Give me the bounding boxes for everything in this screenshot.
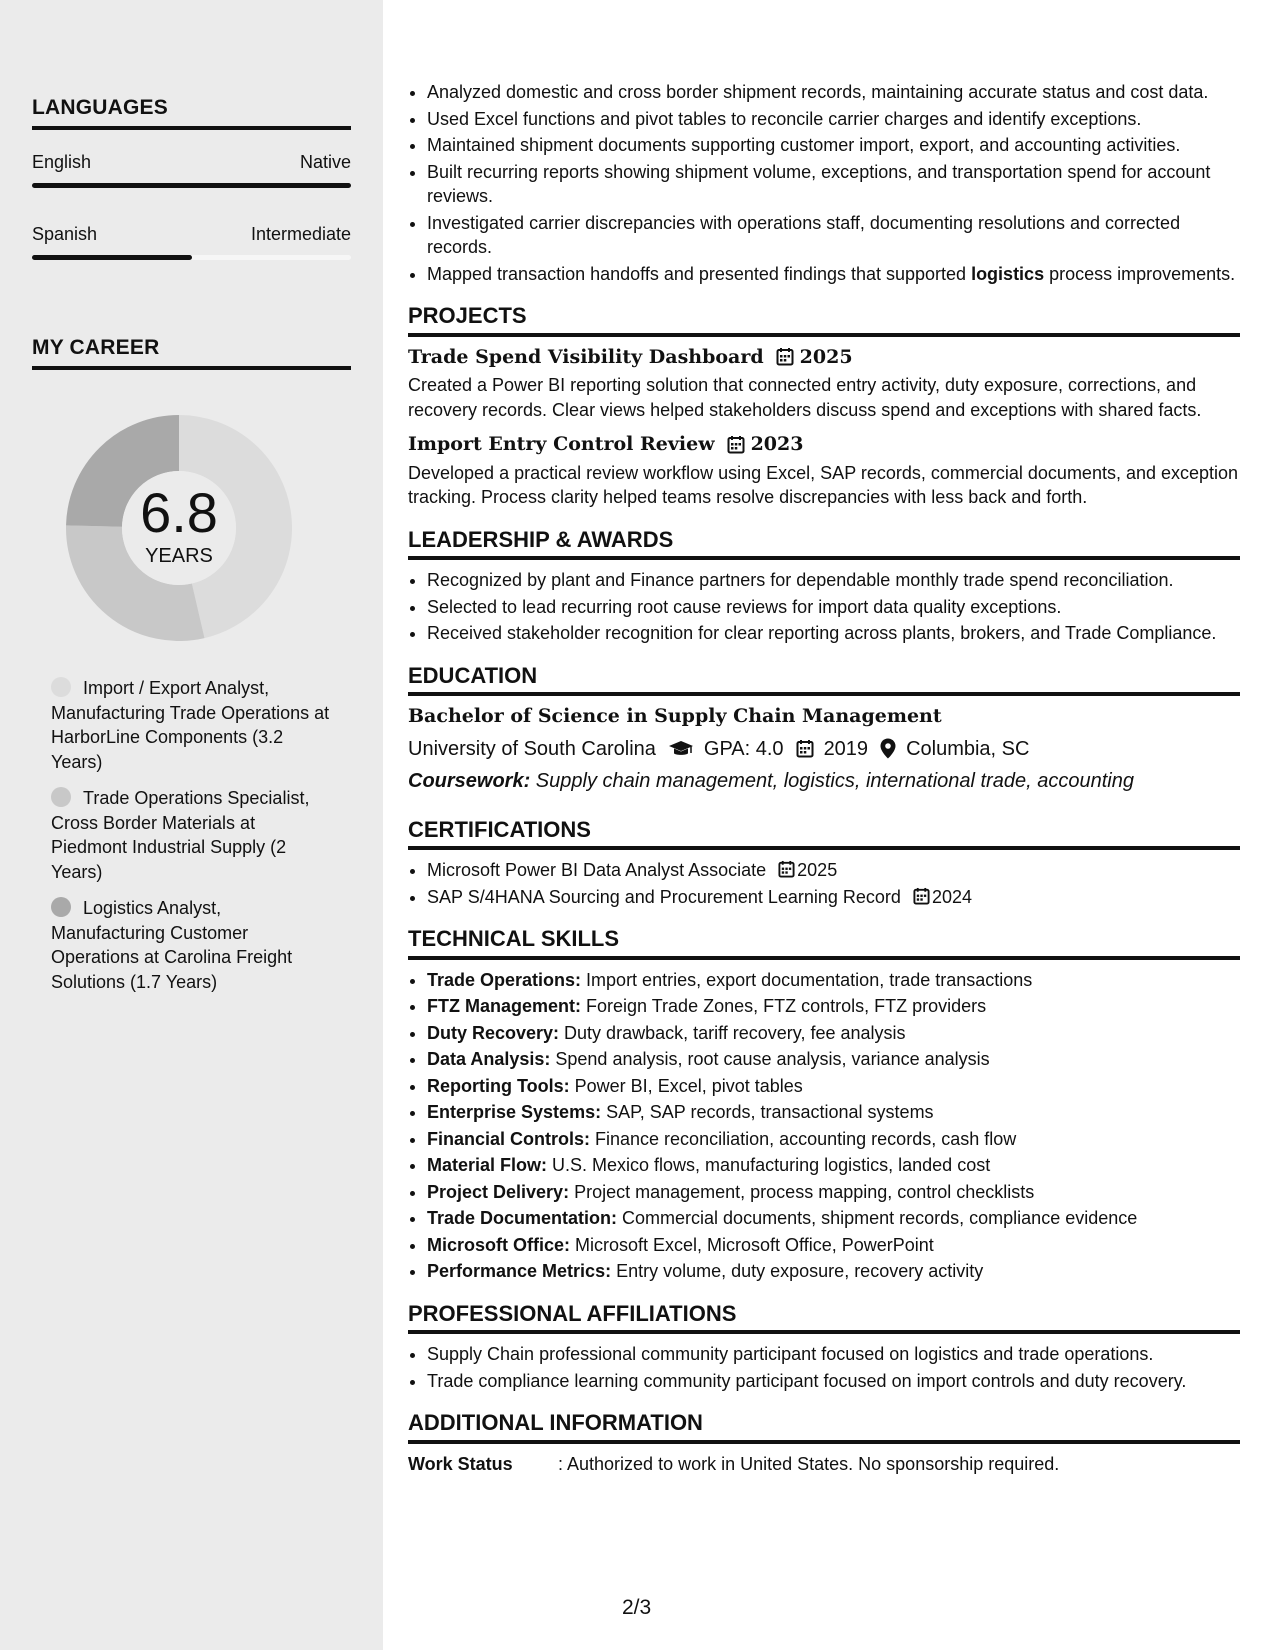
skill-value: Microsoft Excel, Microsoft Office, PowerPoint — [570, 1234, 934, 1255]
skill-item — [427, 968, 1240, 993]
calendar-icon — [778, 860, 795, 878]
leadership-heading: LEADERSHIP & AWARDS — [408, 528, 1240, 561]
career-section — [32, 336, 351, 370]
coursework-label: Coursework: — [408, 770, 531, 792]
project-description: Developed a practical review workflow using Excel, SAP records, commercial documents, and exception tracking. Process clarity helped teams resolve discrepancies with less back and forth. — [408, 462, 1239, 507]
career-item-text: Import / Export Analyst, Manufacturing Trade Operations at HarborLine Components (3.2 Years) — [51, 678, 330, 772]
skill-item — [427, 1047, 1240, 1072]
project-title: Trade Spend Visibility Dashboard — [408, 345, 764, 368]
skill-label: Data Analysis: — [427, 1049, 551, 1069]
skill-label: Trade Operations: — [427, 969, 582, 990]
keyword-highlight: logistics — [971, 263, 1045, 284]
project-year: 2025 — [799, 345, 853, 368]
school-location: Columbia, SC — [906, 737, 1030, 760]
experience-bullet: • Analyzed domestic and cross border shipment records, maintaining accurate status and cost data. — [427, 80, 1240, 105]
affiliations-heading: PROFESSIONAL AFFILIATIONS — [408, 1302, 1240, 1335]
experience-bullet: • Used Excel functions and pivot tables to reconcile carrier charges and identify exceptions. — [427, 107, 1240, 132]
graduation-year: 2019 — [823, 737, 869, 760]
skills-heading: TECHNICAL SKILLS — [408, 927, 1240, 960]
experience-bullet: • Investigated carrier discrepancies with operations staff, documenting resolutions and corrected records. — [427, 211, 1240, 260]
certification-name: SAP S/4HANA Sourcing and Procurement Learning Record — [427, 886, 901, 907]
certification-year: 2024 — [931, 886, 972, 907]
skill-item — [427, 1180, 1240, 1205]
project-title: Import Entry Control Review — [408, 433, 715, 455]
work-status-value: : Authorized to work in United States. No sponsorship required. — [558, 1453, 1060, 1474]
skill-item — [427, 1127, 1240, 1152]
career-item-text: Logistics Analyst, Manufacturing Customer Operations at Carolina Freight Solutions (1.7 Years) — [51, 898, 293, 992]
skill-label: Enterprise Systems: — [427, 1102, 602, 1122]
legend-dot — [51, 897, 71, 917]
certifications-heading: CERTIFICATIONS — [408, 818, 1240, 851]
project-item — [408, 432, 1240, 510]
career-total-unit: YEARS — [145, 544, 213, 567]
skill-item — [427, 1259, 1240, 1284]
career-item-text: Trade Operations Specialist, Cross Border Materials at Piedmont Industrial Supply (2 Years) — [51, 788, 310, 882]
graduation-cap-icon — [668, 740, 694, 758]
calendar-icon — [776, 347, 794, 366]
affiliation-bullet: • Supply Chain professional community participant focused on logistics and trade operations. — [427, 1342, 1240, 1367]
certification-year: 2025 — [797, 860, 838, 880]
languages-section — [32, 96, 351, 260]
certification-name: Microsoft Power BI Data Analyst Associate — [427, 860, 767, 880]
skill-value: Import entries, export documentation, trade transactions — [581, 969, 1033, 990]
skill-label: Duty Recovery: — [427, 1022, 560, 1043]
experience-bullet: • Mapped transaction handoffs and presented findings that supported logistics process improvements. — [427, 262, 1240, 287]
leadership-bullet: • Selected to lead recurring root cause reviews for import data quality exceptions. — [427, 595, 1240, 620]
additional-section — [408, 1411, 1240, 1476]
skill-label: Performance Metrics: — [427, 1261, 612, 1281]
education-heading: EDUCATION — [408, 664, 1240, 697]
skill-label: Material Flow: — [427, 1155, 548, 1175]
skill-item — [427, 1074, 1240, 1099]
coursework — [408, 769, 1240, 794]
leadership-bullet: • Recognized by plant and Finance partners for dependable monthly trade spend reconciliation. — [427, 568, 1240, 593]
school-name: University of South Carolina — [408, 737, 656, 760]
degree-title: Bachelor of Science in Supply Chain Management — [408, 705, 942, 727]
language-proficiency-bar — [32, 183, 351, 188]
skill-item — [427, 994, 1240, 1019]
skill-value: Foreign Trade Zones, FTZ controls, FTZ providers — [581, 996, 987, 1016]
additional-heading: ADDITIONAL INFORMATION — [408, 1411, 1240, 1444]
skill-label: Trade Documentation: — [427, 1208, 618, 1228]
career-legend-item — [51, 676, 331, 774]
project-item — [408, 345, 1240, 423]
leadership-bullet: • Received stakeholder recognition for clear reporting across plants, brokers, and Trade Compliance. — [427, 621, 1240, 646]
career-legend-item — [51, 896, 331, 994]
skill-item — [427, 1153, 1240, 1178]
language-proficiency-fill — [32, 183, 351, 188]
language-item — [32, 224, 351, 260]
page-number: 2/3 — [622, 1596, 652, 1619]
coursework-value: Supply chain management, logistics, international trade, accounting — [530, 770, 1134, 792]
skill-item — [427, 1233, 1240, 1258]
work-status-label: Work Status — [408, 1453, 513, 1474]
skill-item — [427, 1100, 1240, 1125]
affiliations-section — [408, 1302, 1240, 1394]
language-proficiency-fill — [32, 255, 192, 260]
language-level: Native — [299, 152, 351, 172]
career-donut-chart — [66, 415, 292, 641]
skill-value: Finance reconciliation, accounting records, cash flow — [590, 1128, 1017, 1149]
career-total-years: 6.8 — [140, 480, 218, 544]
education-details — [408, 737, 1240, 762]
language-name: Spanish — [32, 224, 98, 244]
certification-item — [427, 858, 1240, 883]
experience-bullet: • Built recurring reports showing shipment volume, exceptions, and transportation spend for account reviews. — [427, 160, 1240, 209]
location-pin-icon — [880, 738, 896, 759]
project-year: 2023 — [750, 433, 804, 455]
leadership-section — [408, 528, 1240, 646]
skill-value: Entry volume, duty exposure, recovery activity — [611, 1261, 984, 1281]
projects-section — [408, 304, 1240, 510]
skill-value: SAP, SAP records, transactional systems — [601, 1102, 934, 1122]
certification-item — [427, 885, 1240, 910]
experience-bullet: • Maintained shipment documents supporting customer import, export, and accounting activities. — [427, 133, 1240, 158]
language-level: Intermediate — [250, 224, 351, 244]
legend-dot — [51, 677, 71, 697]
skill-label: Project Delivery: — [427, 1181, 570, 1202]
experience-bullets — [408, 80, 1240, 286]
skills-list — [408, 968, 1240, 1284]
sidebar — [0, 0, 383, 1650]
education-section — [408, 664, 1240, 794]
skill-label: FTZ Management: — [427, 996, 582, 1016]
career-legend-item — [51, 786, 331, 884]
calendar-icon — [727, 435, 745, 454]
language-item — [32, 152, 351, 188]
skill-item — [427, 1021, 1240, 1046]
languages-heading: LANGUAGES — [32, 96, 351, 130]
career-heading: MY CAREER — [32, 336, 351, 370]
calendar-icon — [913, 887, 930, 905]
skill-label: Microsoft Office: — [427, 1234, 571, 1255]
skill-label: Reporting Tools: — [427, 1075, 570, 1096]
career-legend — [51, 676, 331, 1006]
skill-value: U.S. Mexico flows, manufacturing logistics, landed cost — [547, 1155, 991, 1175]
language-name: English — [32, 152, 92, 172]
skill-item — [427, 1206, 1240, 1231]
main-content — [408, 80, 1240, 1476]
skill-value: Commercial documents, shipment records, compliance evidence — [617, 1208, 1138, 1228]
language-proficiency-bar — [32, 255, 351, 260]
calendar-icon — [796, 739, 814, 758]
certifications-section — [408, 818, 1240, 910]
skill-value: Spend analysis, root cause analysis, variance analysis — [550, 1049, 990, 1069]
skill-value: Duty drawback, tariff recovery, fee analysis — [559, 1022, 906, 1043]
gpa: GPA: 4.0 — [703, 737, 784, 760]
projects-heading: PROJECTS — [408, 304, 1240, 337]
skills-section — [408, 927, 1240, 1284]
skill-value: Power BI, Excel, pivot tables — [569, 1075, 803, 1096]
skill-value: Project management, process mapping, control checklists — [569, 1181, 1035, 1202]
skill-label: Financial Controls: — [427, 1128, 591, 1149]
legend-dot — [51, 787, 71, 807]
project-description: Created a Power BI reporting solution that connected entry activity, duty exposure, corrections, and recovery records. Clear views helped stakeholders discuss spend and exceptions with shared facts. — [408, 375, 1202, 420]
affiliation-bullet: • Trade compliance learning community participant focused on import controls and duty recovery. — [427, 1369, 1240, 1394]
